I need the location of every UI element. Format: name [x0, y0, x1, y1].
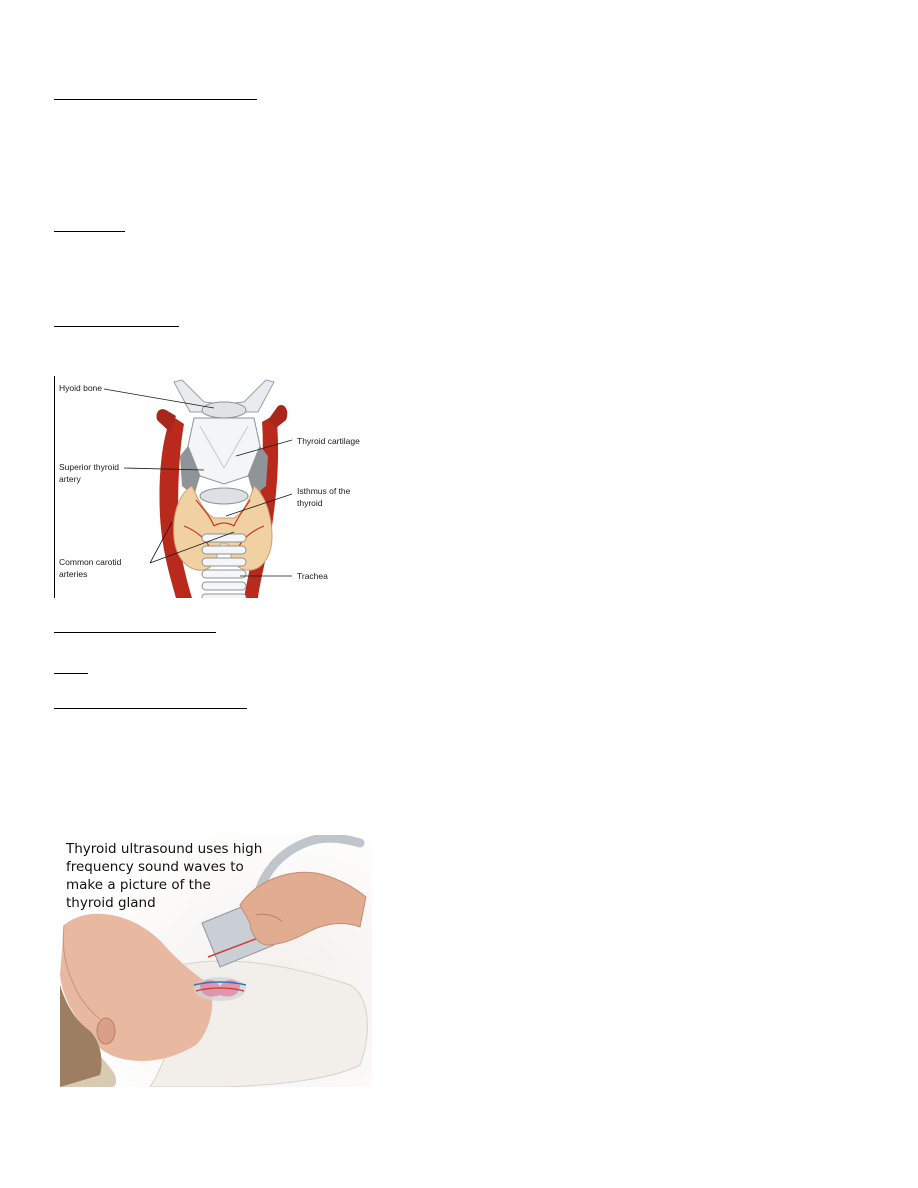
heading-underline-2 — [54, 231, 125, 232]
heading-underline-5 — [54, 673, 88, 674]
label-trachea: Trachea — [297, 571, 328, 581]
label-hyoid-bone: Hyoid bone — [59, 383, 103, 393]
thyroid-anatomy-figure — [54, 376, 366, 598]
label-thyroid-cartilage: Thyroid cartilage — [297, 436, 360, 446]
ultrasound-illustration — [60, 835, 372, 1087]
heading-underline-1 — [54, 99, 257, 100]
caption-line-4: thyroid gland — [66, 895, 156, 911]
caption-line-1: Thyroid ultrasound uses high — [66, 841, 263, 857]
label-common-carotid-line1: Common carotid — [59, 557, 122, 567]
label-superior-thyroid-artery-line1: Superior thyroid — [59, 462, 120, 472]
thyroid-anatomy-diagram — [54, 376, 366, 598]
label-isthmus-line1: Isthmus of the — [297, 486, 351, 496]
label-common-carotid-line2: arteries — [59, 569, 88, 579]
label-superior-thyroid-artery-line2: artery — [59, 474, 81, 484]
heading-underline-6 — [54, 708, 247, 709]
heading-underline-3 — [54, 326, 179, 327]
caption-line-3: make a picture of the — [66, 877, 211, 893]
label-isthmus-line2: thyroid — [297, 498, 323, 508]
thyroid-ultrasound-figure — [60, 835, 372, 1087]
caption-line-2: frequency sound waves to — [66, 859, 244, 875]
heading-underline-4 — [54, 632, 216, 633]
